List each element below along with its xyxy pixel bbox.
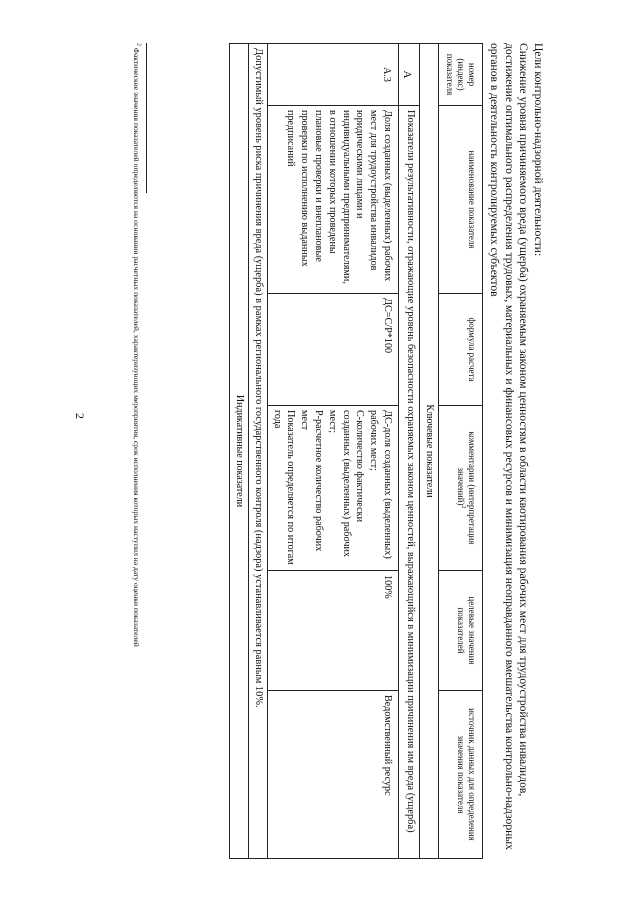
- key-section-row: [420, 44, 439, 859]
- indicator-comments: [267, 406, 398, 571]
- comment-line: С-количество фактически созданных (выделенных) рабочих мест;: [326, 410, 366, 557]
- header-target: целевые значения показателей: [439, 571, 483, 691]
- comment-line: Р-расчетное количество рабочих мест: [299, 410, 325, 552]
- footnote: [131, 43, 141, 858]
- indicator-source: Ведомственный ресурс: [267, 691, 398, 859]
- footnote-text: Фактические значения показателей определяются на основании расчетных показателей, характеризующих мероприятия, срок исполнения которых наступил на дату оценки показателей: [132, 47, 141, 647]
- comment-line: ДС-доля созданных (выделенных) рабочих мест;: [368, 410, 393, 559]
- indicator-formula: ДС=С/Р*100: [267, 294, 398, 406]
- group-a-letter: А: [399, 44, 420, 106]
- goals-block: [487, 43, 545, 858]
- comment-line: Показатель определяется по итогам года: [271, 410, 297, 565]
- footnote-divider: [146, 43, 147, 193]
- group-a-text: Показатели результативности, отражающие уровень безопасности охраняемых законом ценностей, выражающийся в минимизации причинения им вреда (ущерба): [399, 106, 420, 859]
- risk-level-text: Допустимый уровень риска причинения вреда (ущерба) в рамках регионального государственного контроля (надзора) устанавливается равным 10%.: [248, 44, 267, 859]
- footnote-mark: 2: [135, 43, 142, 46]
- header-formula: формула расчета: [439, 294, 483, 406]
- indicator-target: 100%: [267, 571, 398, 691]
- key-section-title: Ключевые показатели: [420, 44, 439, 859]
- goals-heading: Цели контрольно-надзорной деятельности:: [532, 43, 545, 257]
- header-comments: [439, 406, 483, 571]
- page-number: 2: [73, 413, 87, 419]
- header-index: номер (индекс) показателя: [439, 44, 483, 106]
- indicator-name: Доля созданных (выделенных) рабочих мест для трудоустройства инвалидов юридическими лицами и индивидуальными предпринимателями, в отношении которых проведены плановые проверки и внеплановые проверки по исполнению выданных предписаний: [267, 106, 398, 294]
- goals-text: Снижение уровня причиняемого вреда (ущерба) охраняемым законом ценностям в области квотирования рабочих мест для трудоустройства инвалидов, достижение оптимального распределения трудовых, материальных и финансовых ресурсов и минимизация неоправданного вмешательства контрольно-надзорных органов в деятельность контролируемых субъектов: [488, 43, 531, 850]
- header-footnote-mark: 2: [460, 505, 466, 509]
- row-code: А.3: [267, 44, 398, 106]
- table-header-row: [439, 44, 483, 859]
- group-a-row: [399, 44, 420, 859]
- indicative-section-title: Индикативные показатели: [229, 44, 248, 859]
- header-name: наименование показателя: [439, 106, 483, 294]
- risk-row: [248, 44, 267, 859]
- indicators-table: [229, 43, 483, 859]
- rotated-document: [100, 43, 545, 863]
- indicative-section-row: [229, 44, 248, 859]
- header-source: источник данных для определения значения показателя: [439, 691, 483, 859]
- table-row: [267, 44, 398, 859]
- header-comments-text: комментарии (интерпретация значений): [456, 431, 477, 545]
